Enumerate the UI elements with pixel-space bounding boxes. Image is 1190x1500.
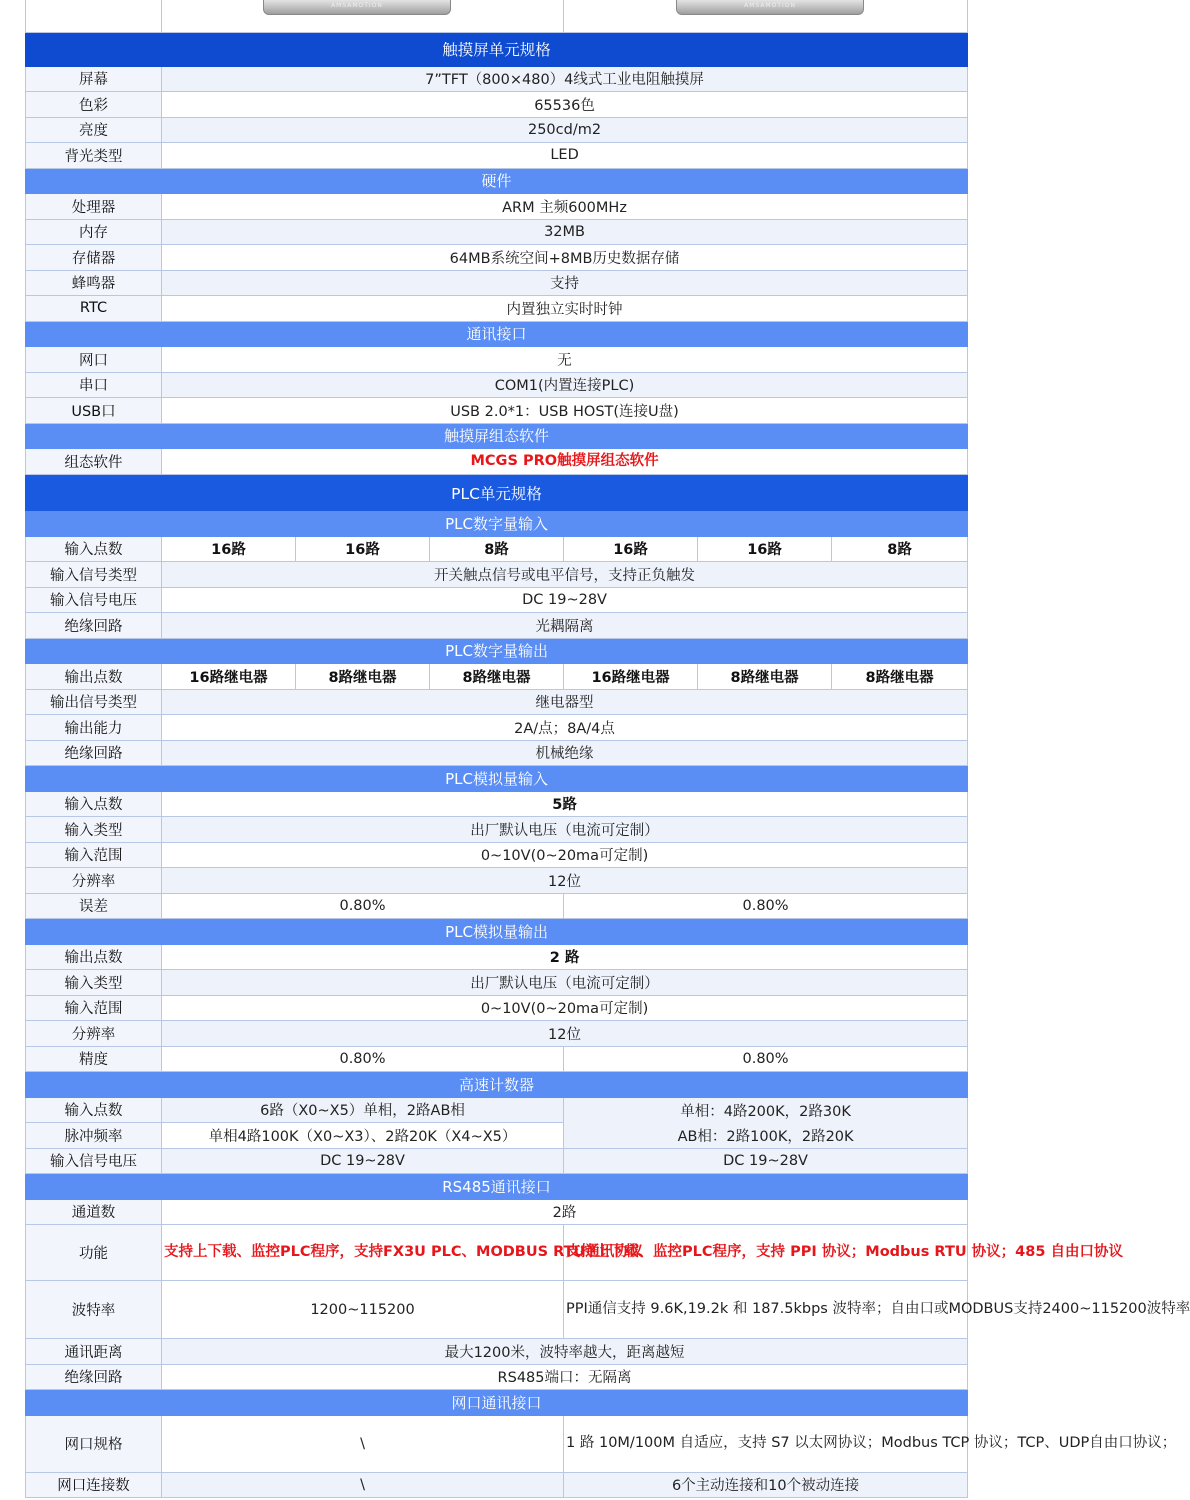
row-label: 绝缘回路	[26, 613, 162, 639]
row-label: 网口	[26, 347, 162, 373]
device-photo-left	[162, 0, 564, 32]
row-value: 32MB	[162, 219, 968, 245]
row-value: 开关触点信号或电平信号，支持正负触发	[162, 562, 968, 588]
row-value-left: 6路（X0~X5）单相，2路AB相	[162, 1097, 564, 1123]
row-label: 色彩	[26, 92, 162, 118]
model-points: 16路	[564, 536, 698, 562]
row-value: 7”TFT（800×480）4线式工业电阻触摸屏	[162, 66, 968, 92]
row-value-left: 0.80%	[162, 1046, 564, 1072]
row-label: 输入信号类型	[26, 562, 162, 588]
row-value: 无	[162, 347, 968, 373]
row-value: 光耦隔离	[162, 613, 968, 639]
row-value: 0~10V(0~20ma可定制)	[162, 842, 968, 868]
section-high-speed-counter: 高速计数器	[26, 1072, 968, 1098]
section-digital-output: PLC数字量输出	[26, 638, 968, 664]
device-photo-right	[564, 0, 968, 32]
section-rs485: RS485通讯接口	[26, 1174, 968, 1200]
row-value: 支持	[162, 270, 968, 296]
row-label: 输入类型	[26, 817, 162, 843]
model-points: 16路	[162, 536, 296, 562]
section-comm-interface: 通讯接口	[26, 321, 968, 347]
row-value-right: DC 19~28V	[564, 1148, 968, 1174]
row-value: 出厂默认电压（电流可定制）	[162, 817, 968, 843]
row-value: 机械绝缘	[162, 740, 968, 766]
row-value: 2路	[162, 1199, 968, 1225]
ethernet-spec-right: 1 路 10M/100M 自适应，支持 S7 以太网协议；Modbus TCP 协议；TCP、UDP自由口协议；	[564, 1415, 968, 1472]
model-points: 8路继电器	[296, 664, 430, 690]
device-image-right: AMSAMOTION	[676, 0, 864, 15]
row-label: 输入类型	[26, 970, 162, 996]
row-label: 串口	[26, 372, 162, 398]
row-value-left: DC 19~28V	[162, 1148, 564, 1174]
model-points: 8路	[832, 536, 968, 562]
row-label: 内存	[26, 219, 162, 245]
section-digital-input: PLC数字量输入	[26, 511, 968, 537]
row-value-right: 0.80%	[564, 1046, 968, 1072]
row-value: ARM 主频600MHz	[162, 194, 968, 220]
row-label: 分辨率	[26, 868, 162, 894]
row-label: 亮度	[26, 117, 162, 143]
row-value: 12位	[162, 868, 968, 894]
spec-sheet	[25, 0, 1190, 1500]
model-points: 8路继电器	[698, 664, 832, 690]
row-label: 精度	[26, 1046, 162, 1072]
row-value-left: 0.80%	[162, 893, 564, 919]
row-value: 12位	[162, 1021, 968, 1047]
function-right: 支持上下载、监控PLC程序，支持 PPI 协议；Modbus RTU 协议；485 自由口协议	[564, 1225, 968, 1281]
section-touch-unit: 触摸屏单元规格	[26, 32, 968, 66]
row-label: 输出能力	[26, 715, 162, 741]
model-points: 16路	[698, 536, 832, 562]
section-plc-unit: PLC单元规格	[26, 475, 968, 511]
row-value: RS485端口：无隔离	[162, 1364, 968, 1390]
section-analog-input: PLC模拟量输入	[26, 766, 968, 792]
row-value: 64MB系统空间+8MB历史数据存储	[162, 245, 968, 271]
row-label: 网口连接数	[26, 1472, 162, 1498]
row-value: 内置独立实时时钟	[162, 296, 968, 322]
row-label: 输出点数	[26, 664, 162, 690]
row-value-right: 0.80%	[564, 893, 968, 919]
row-value: 出厂默认电压（电流可定制）	[162, 970, 968, 996]
row-value: 0~10V(0~20ma可定制)	[162, 995, 968, 1021]
device-image-left: AMSAMOTION	[263, 0, 451, 15]
row-value: LED	[162, 143, 968, 169]
row-label: RTC	[26, 296, 162, 322]
row-value: 2 路	[162, 944, 968, 970]
model-points: 8路继电器	[430, 664, 564, 690]
row-label: 输入点数	[26, 791, 162, 817]
row-label: 通道数	[26, 1199, 162, 1225]
spec-table	[25, 0, 1190, 1498]
row-label: 输入点数	[26, 1097, 162, 1123]
row-label: 组态软件	[26, 449, 162, 475]
row-label: 输出信号类型	[26, 689, 162, 715]
baud-right: PPI通信支持 9.6K,19.2k 和 187.5kbps 波特率；自由口或MODBUS支持2400~115200波特率	[564, 1281, 968, 1339]
counter-right-line1: 单相：4路200K，2路30K	[680, 1103, 851, 1120]
row-value-left: 单相4路100K（X0~X3）、2路20K（X4~X5）	[162, 1123, 564, 1149]
row-label: 脉冲频率	[26, 1123, 162, 1149]
row-value: 5路	[162, 791, 968, 817]
row-value: COM1(内置连接PLC)	[162, 372, 968, 398]
row-label: 存储器	[26, 245, 162, 271]
row-label: 背光类型	[26, 143, 162, 169]
model-points: 8路	[430, 536, 564, 562]
row-label: 输入范围	[26, 995, 162, 1021]
row-label: 通讯距离	[26, 1339, 162, 1365]
row-value: DC 19~28V	[162, 587, 968, 613]
row-value: 65536色	[162, 92, 968, 118]
model-points: 16路继电器	[162, 664, 296, 690]
row-label: 误差	[26, 893, 162, 919]
row-label: 功能	[26, 1225, 162, 1281]
section-hmi-software: 触摸屏组态软件	[26, 423, 968, 449]
section-ethernet: 网口通讯接口	[26, 1390, 968, 1416]
counter-right-spec	[564, 1097, 968, 1148]
section-analog-output: PLC模拟量输出	[26, 919, 968, 945]
row-label: 波特率	[26, 1281, 162, 1339]
row-label: 输入点数	[26, 536, 162, 562]
function-left: 支持上下载、监控PLC程序，支持FX3U PLC、MODBUS RTU通讯协议	[162, 1225, 564, 1281]
model-points: 8路继电器	[832, 664, 968, 690]
row-label: 网口规格	[26, 1415, 162, 1472]
row-label: USB口	[26, 398, 162, 424]
model-points: 16路继电器	[564, 664, 698, 690]
row-label: 输入信号电压	[26, 587, 162, 613]
row-label: 分辨率	[26, 1021, 162, 1047]
row-label: 输出点数	[26, 944, 162, 970]
ethernet-conn-right: 6个主动连接和10个被动连接	[564, 1472, 968, 1498]
ethernet-spec-left: \	[162, 1415, 564, 1472]
model-points: 16路	[296, 536, 430, 562]
section-hardware: 硬件	[26, 168, 968, 194]
baud-left: 1200~115200	[162, 1281, 564, 1339]
row-value: USB 2.0*1：USB HOST(连接U盘)	[162, 398, 968, 424]
row-label: 绝缘回路	[26, 1364, 162, 1390]
row-value: 最大1200米，波特率越大，距离越短	[162, 1339, 968, 1365]
counter-right-line2: AB相：2路100K，2路20K	[677, 1128, 854, 1145]
row-label: 处理器	[26, 194, 162, 220]
row-label: 屏幕	[26, 66, 162, 92]
software-name: MCGS PRO触摸屏组态软件	[162, 449, 968, 475]
row-label: 输入范围	[26, 842, 162, 868]
row-value: 250cd/m2	[162, 117, 968, 143]
ethernet-conn-left: \	[162, 1472, 564, 1498]
row-label: 输入信号电压	[26, 1148, 162, 1174]
row-value: 继电器型	[162, 689, 968, 715]
row-label: 绝缘回路	[26, 740, 162, 766]
row-label: 蜂鸣器	[26, 270, 162, 296]
row-value: 2A/点；8A/4点	[162, 715, 968, 741]
